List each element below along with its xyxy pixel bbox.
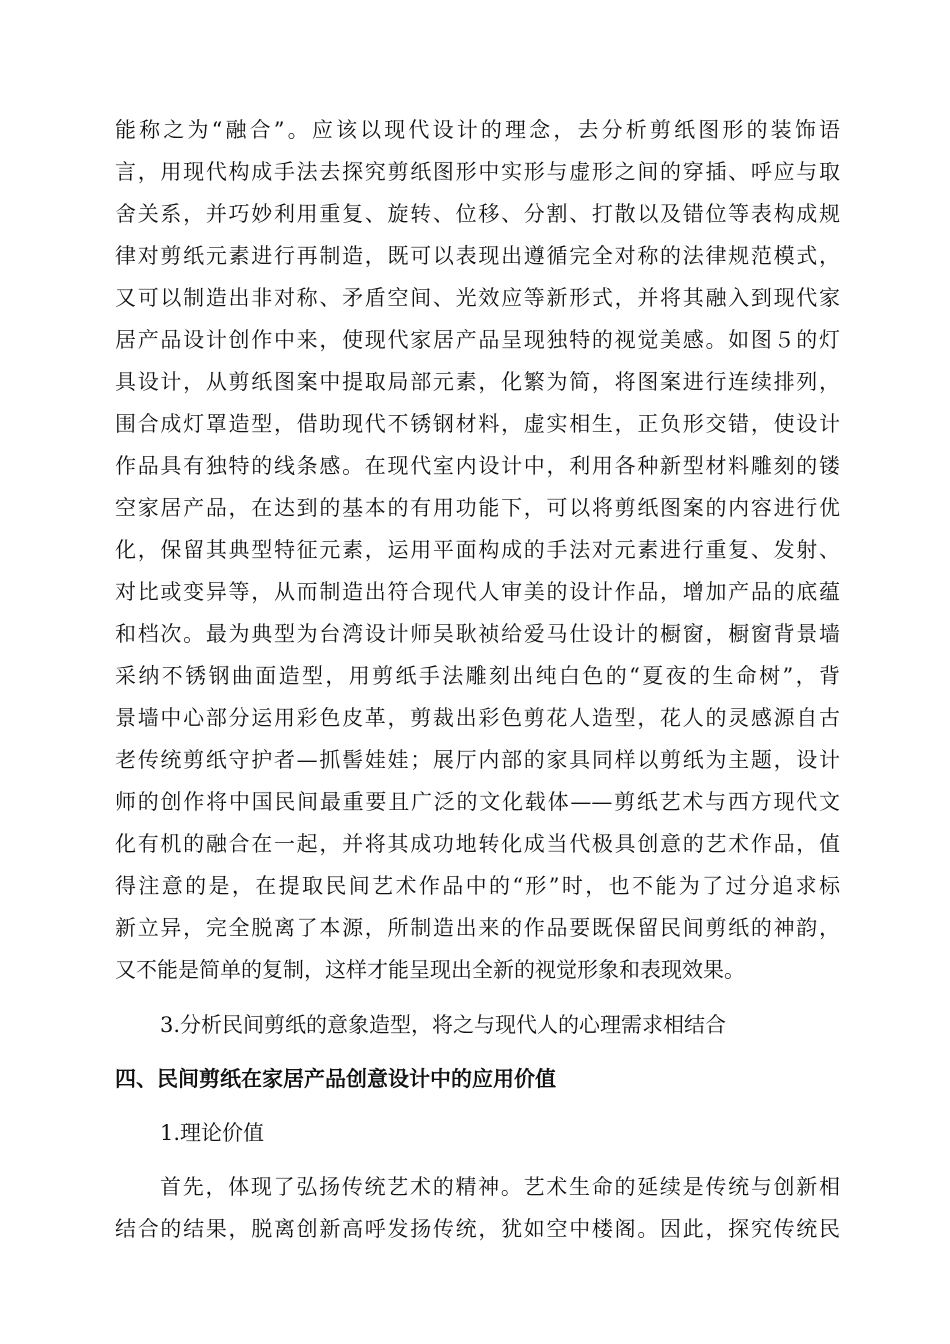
paragraph-line: 得注意的是，在提取民间艺术作品中的“形”时，也不能为了过分追求标 [115,874,840,898]
paragraph-line: 师的创作将中国民间最重要且广泛的文化载体——剪纸艺术与西方现代文 [115,790,840,814]
paragraph-line: 老传统剪纸守护者—抓髻娃娃；展厅内部的家具同样以剪纸为主题，设计 [115,748,840,772]
paragraph-line: 作品具有独特的线条感。在现代室内设计中，利用各种新型材料雕刻的镂 [115,454,840,478]
paragraph-line: 化，保留其典型特征元素，运用平面构成的手法对元素进行重复、发射、 [115,538,840,562]
paragraph-line: 首先，体现了弘扬传统艺术的精神。艺术生命的延续是传统与创新相 [160,1175,840,1199]
paragraph-line: 对比或变异等，从而制造出符合现代人审美的设计作品，增加产品的底蕴 [115,580,840,604]
paragraph-line: 新立异，完全脱离了本源，所制造出来的作品要既保留民间剪纸的神韵， [115,916,840,940]
paragraph-line: 舍关系，并巧妙利用重复、旋转、位移、分割、打散以及错位等表构成规 [115,202,840,226]
paragraph-line: 围合成灯罩造型，借助现代不锈钢材料，虚实相生，正负形交错，使设计 [115,412,840,436]
paragraph-line: 律对剪纸元素进行再制造，既可以表现出遵循完全对称的法律规范模式， [115,244,840,268]
paragraph-line: 具设计，从剪纸图案中提取局部元素，化繁为简，将图案进行连续排列， [115,370,840,394]
paragraph-line: 空家居产品，在达到的基本的有用功能下，可以将剪纸图案的内容进行优 [115,496,840,520]
paragraph-line: 居产品设计创作中来，使现代家居产品呈现独特的视觉美感。如图５的灯 [115,328,840,352]
paragraph-line: 采纳不锈钢曲面造型，用剪纸手法雕刻出纯白色的“夏夜的生命树”，背 [115,664,840,688]
subheading-1: 1.理论价值 [160,1121,265,1145]
section-heading-4: 四、民间剪纸在家居产品创意设计中的应用价值 [115,1067,556,1091]
paragraph-line: 言，用现代构成手法去探究剪纸图形中实形与虚形之间的穿插、呼应与取 [115,160,840,184]
paragraph-line: 景墙中心部分运用彩色皮革，剪裁出彩色剪花人造型，花人的灵感源自古 [115,706,840,730]
paragraph-line: 结合的结果，脱离创新高呼发扬传统，犹如空中楼阁。因此，探究传统民 [115,1217,840,1241]
paragraph-line: 又可以制造出非对称、矛盾空间、光效应等新形式，并将其融入到现代家 [115,286,840,310]
paragraph-line: 和档次。最为典型为台湾设计师吴耿祯给爱马仕设计的橱窗，橱窗背景墙 [115,622,840,646]
paragraph-line: 能称之为“融合”。应该以现代设计的理念，去分析剪纸图形的装饰语 [115,118,840,142]
paragraph-line: 又不能是简单的复制，这样才能呈现出全新的视觉形象和表现效果。 [115,958,745,982]
subheading-3: 3.分析民间剪纸的意象造型，将之与现代人的心理需求相结合 [160,1013,727,1037]
paragraph-line: 化有机的融合在一起，并将其成功地转化成当代极具创意的艺术作品，值 [115,832,840,856]
